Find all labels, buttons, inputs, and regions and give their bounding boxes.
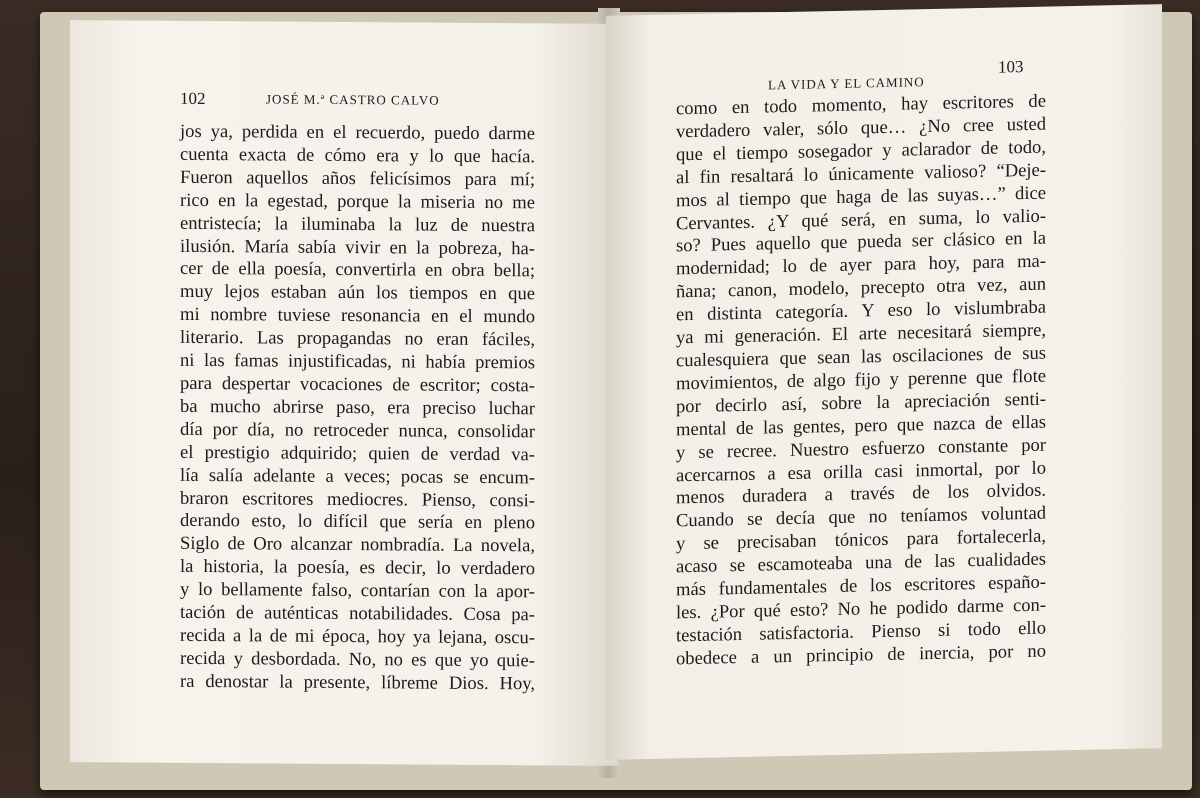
text-line: día por día, no retroceder nunca, consolidar	[180, 418, 535, 443]
text-line: ba mucho abrirse paso, era preciso luchar	[180, 395, 535, 420]
text-line: y lo bellamente falso, contarían con la apor-	[180, 578, 535, 603]
page-number: 103	[998, 57, 1024, 77]
text-line: y se precisaban tónicos para fortalecerla,	[676, 525, 1046, 555]
text-line: jos ya, perdida en el recuerdo, puedo darme	[180, 120, 535, 145]
text-line: la historia, la poesía, es decir, lo verdadero	[180, 556, 535, 580]
text-line: el prestigio adquirido; quien de verdad va-	[180, 441, 535, 466]
text-line: para despertar vocaciones de escritor; costa-	[180, 372, 535, 397]
text-line: mental de las gentes, pero que nazca de ellas	[676, 411, 1046, 441]
text-line: testación satisfactoria. Pienso si todo ello	[676, 617, 1046, 647]
text-line: y se recree. Nuestro esfuerzo constante por	[676, 434, 1046, 463]
text-line: so? Pues aquello que pueda ser clásico en la	[676, 228, 1046, 257]
text-line: al fin resaltará lo únicamente valioso? “Deje-	[676, 159, 1046, 189]
text-line: recida y desbordada. No, no es que yo quie-	[180, 647, 535, 672]
text-line: modernidad; lo de ayer para hoy, para ma-	[676, 250, 1046, 280]
text-line: lía salía adelante a veces; pocas se encum-	[180, 464, 535, 488]
running-head: JOSÉ M.ª CASTRO CALVO	[266, 91, 440, 108]
text-line: que el tiempo sosegador y aclarador de todo,	[676, 136, 1046, 166]
right-page	[606, 4, 1162, 760]
text-line: cer de ella poesía, convertirla en obra bella;	[180, 258, 535, 282]
text-line: ya mi generación. El arte necesitará siempre,	[676, 319, 1046, 349]
text-line: más fundamentales de los escritores españo-	[676, 571, 1046, 601]
running-head: LA VIDA Y EL CAMINO	[768, 74, 925, 93]
text-line: muy lejos estaban aún los tiempos en que	[180, 281, 535, 305]
left-page	[70, 20, 618, 766]
page-number: 102	[180, 88, 206, 109]
text-line: obedece a un principio de inercia, por no	[676, 640, 1046, 670]
text-line: ni las famas injustificadas, ni había premios	[180, 349, 535, 374]
text-line: literario. Las propagandas no eran fáciles,	[180, 327, 535, 351]
body-text	[676, 91, 1046, 671]
text-line: Fueron aquellos años felicísimos para mí;	[180, 166, 535, 191]
text-line: les. ¿Por qué esto? No he podido darme con-	[676, 594, 1046, 624]
text-line: tación de auténticas notabilidades. Cosa pa-	[180, 601, 535, 626]
text-line: Siglo de Oro alcanzar nombradía. La novela,	[180, 533, 535, 557]
text-line: ilusión. María sabía vivir en la pobreza, ha-	[180, 235, 535, 259]
text-line: entristecía; la iluminaba la luz de nuestra	[180, 212, 535, 236]
text-line: por decirlo así, sobre la apreciación senti-	[676, 388, 1046, 418]
text-line: derando esto, lo difícil que sería en pleno	[180, 510, 535, 534]
text-line: acercarnos a esa orilla casi inmortal, por lo	[676, 457, 1046, 486]
text-line: verdadero valer, sólo que… ¿No cree usted	[676, 113, 1046, 143]
text-line: mi nombre tuviese resonancia en el mundo	[180, 304, 535, 328]
text-line: en distinta categoría. Y eso lo vislumbraba	[676, 296, 1046, 326]
text-line: cuenta exacta de cómo era y lo que hacía.	[180, 143, 535, 168]
text-line: como en todo momento, hay escritores de	[676, 90, 1046, 120]
body-text	[180, 121, 535, 696]
text-line: Cervantes. ¿Y qué será, en suma, lo valio-	[676, 205, 1046, 234]
text-line: rico en la egestad, porque la miseria no me	[180, 189, 535, 214]
text-line: ra denostar la presente, líbreme Dios. Hoy,	[180, 670, 535, 695]
text-line: menos duradera a través de los olvidos.	[676, 480, 1046, 509]
text-line: movimientos, de algo fijo y perenne que flote	[676, 365, 1046, 395]
text-line: recida a la de mi época, hoy ya lejana, oscu-	[180, 624, 535, 649]
text-line: mos al tiempo que haga de las suyas…” dice	[676, 182, 1046, 211]
text-line: ñana; canon, modelo, precepto otra vez, aun	[676, 273, 1046, 303]
text-line: cualesquiera que sean las oscilaciones de sus	[676, 342, 1046, 372]
text-line: braron escritores mediocres. Pienso, consi-	[180, 487, 535, 511]
text-line: Cuando se decía que no teníamos voluntad	[676, 502, 1046, 532]
text-line: acaso se escamoteaba una de las cualidades	[676, 548, 1046, 578]
